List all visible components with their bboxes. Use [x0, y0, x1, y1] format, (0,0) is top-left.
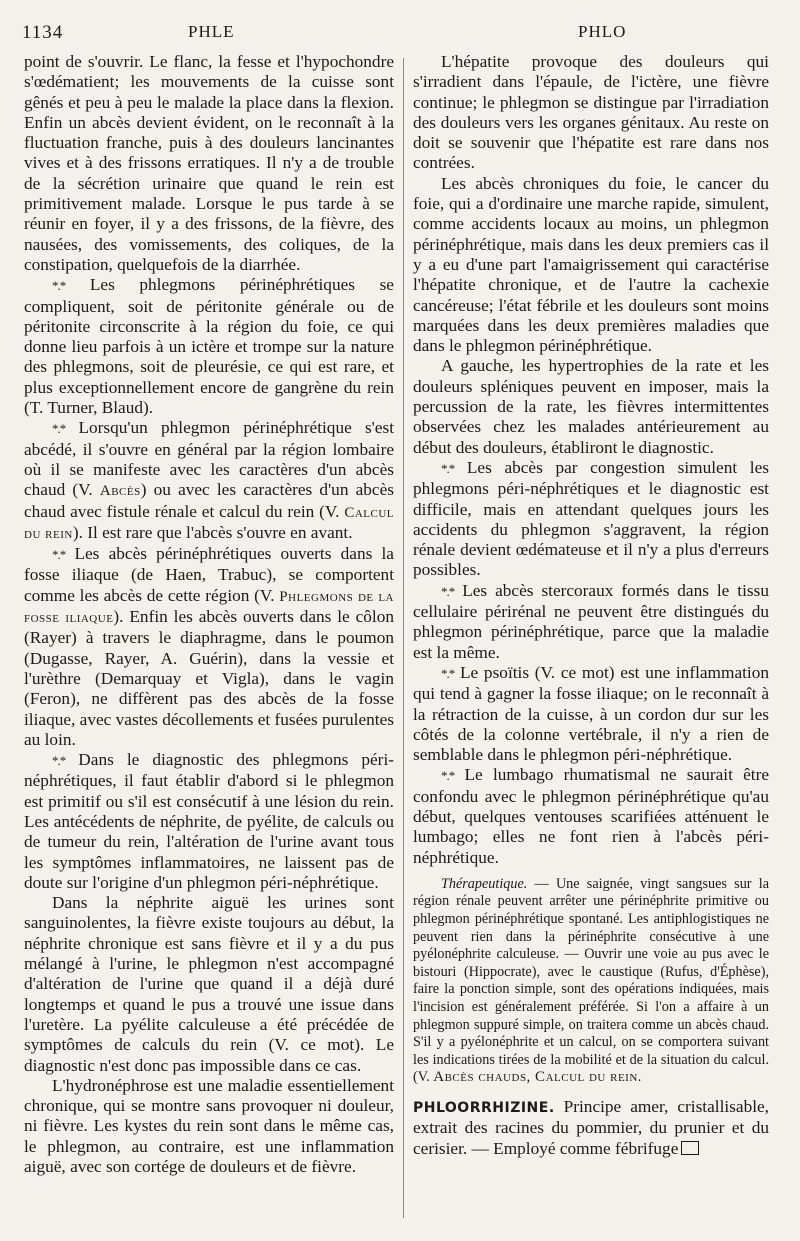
- box-symbol-icon: [681, 1141, 699, 1155]
- paragraph: L'hydronéphrose est une maladie essentiellement chronique, qui se montre sans provoquer ni douleur, ni fièvre. Les kystes du rein sont dans le même cas, le phlegmon, au contraire, est une inflammation aiguë, avec son cortége de douleurs et de fièvre.: [24, 1075, 394, 1177]
- paragraph: *.* Les abcès périnéphrétiques ouverts dans la fosse iliaque (de Haen, Trabuc), se comportent comme les abcès de cette région (V. Phlegmons de la fosse iliaque). Enfin les abcès ouverts dans le côlon (Rayer) à travers le diaphragme, dans le poumon (Dugasse, Rayer, A. Guérin), dans la vessie et l'urèthre (Demarquay et Vigla), dans le vagin (Feron), ne diffèrent pas des abcès de la fosse iliaque, avec vastes décollements et fusées purulentes au loin.: [24, 544, 394, 749]
- paragraph: *.* Les abcès par congestion simulent les phlegmons péri-néphrétiques et le diagnostic est difficile, mais en attendant quelques jours les accidents du phlegmon s'aggravent, la région rénale devient œdémateuse et il n'y a plus d'erreurs possibles.: [413, 457, 769, 580]
- asterism: *.*: [52, 753, 66, 769]
- paragraph: Dans la néphrite aiguë les urines sont sanguinolentes, la fièvre existe toujours au début, la néphrite chronique est sans fièvre et il y a du pus mélangé à l'urine, le phlegmon n'est accompagné d'altération de l'urine que quand il a déjà duré longtemps et quand le pus a trouvé une issue dans l'uretère. La pyélite calculeuse a été précédée de symptômes de calculs du rein (V. ce mot). Le diagnostic n'est donc pas impossible dans ce cas.: [24, 893, 394, 1075]
- cross-reference: Abcès: [99, 483, 141, 500]
- cross-reference: Abcès chauds, Calcul du rein: [433, 1069, 638, 1086]
- page-number: 1134: [22, 22, 64, 43]
- running-head-left: PHLE: [188, 22, 235, 41]
- paragraph: Les abcès chroniques du foie, le cancer du foie, qui a d'ordinaire une marche rapide, simulent, comme accidents locaux au moins, un phlegmon périnéphrétique, mais dans les deux premiers cas il y a eu d'une part l'amaigrissement qui caractérise l'hépatite chronique, et de l'autre la cachexie cancéreuse; l'état fébrile et les douleurs sont moins marquées dans les deux premières maladies que dans le phlegmon périnéphrétique.: [413, 173, 769, 356]
- asterism: *.*: [52, 421, 66, 437]
- asterism: *.*: [441, 665, 455, 681]
- paragraph: A gauche, les hypertrophies de la rate et les douleurs spléniques peuvent en imposer, mais la percussion de la rate, les fièvres intermittentes observées chez les malades antérieurement au début des douleurs, établiront le diagnostic.: [413, 356, 769, 457]
- asterism: *.*: [441, 583, 455, 599]
- right-column: [413, 52, 769, 1159]
- cross-reference: Phlegmons de la fosse iliaque: [24, 588, 394, 627]
- therapy-label: Thérapeutique.: [441, 875, 528, 892]
- paragraph: L'hépatite provoque des douleurs qui s'irradient dans l'épaule, de l'ictère, une fièvre continue; le phlegmon se distingue par l'irradiation des douleurs vers les organes génitaux. Au reste on doit se souvenir que l'hépatite est rare dans nos contrées.: [413, 52, 769, 173]
- paragraph: point de s'ouvrir. Le flanc, la fesse et l'hypochondre s'œdématient; les mouvements de la cuisse sont gênés et peu à peu le malade la place dans la flexion. Enfin un abcès devient évident, on le reconnaît à la fluctuation franche, puis à des douleurs lancinantes vives et à des frissons erratiques. Il n'y a de trouble de la sécrétion urinaire que quand le rein est primitivement malade. Lorsque le pus tarde à se réunir en foyer, il y a des frissons, de la fièvre, des nausées, des vomissements, des coliques, de la constipation, quelquefois de la diarrhée.: [24, 52, 394, 274]
- column-divider: [403, 58, 404, 1218]
- entry-keyword: PHLOORRHIZINE.: [413, 1100, 555, 1116]
- therapy-section: Thérapeutique. — Une saignée, vingt sangsues sur la région rénale peuvent arrêter une périnéphrite primitive ou phlegmon périnéphrétique spontané. Les antiphlogistiques ne peuvent rien dans la périnéphrite consécutive à une pyélonéphrite calculeuse. — Ouvrir une voie au pus avec le bistouri (Hippocrate), avec le caustique (Rufus, d'Éphèse), faire la ponction simple, sont des opérations indiquées, mais l'incision est généralement préférée. Si l'on a affaire à un phlegmon suppuré simple, on traitera comme un abcès chaud. S'il y a pyélonéphrite et un calcul, on se comportera suivant les indications tirées de la mobilité et de la situation du calcul. (V. Abcès chauds, Calcul du rein.: [413, 875, 769, 1086]
- paragraph: *.* Lorsqu'un phlegmon périnéphrétique s'est abcédé, il s'ouvre en général par la région lombaire où il se manifeste avec les caractères d'un abcès chaud (V. Abcès) ou avec les caractères d'un abcès chaud avec fistule rénale et calcul du rein (V. Calcul du rein). Il est rare que l'abcès s'ouvre en avant.: [24, 418, 394, 542]
- asterism: *.*: [52, 547, 66, 563]
- running-head-right: PHLO: [578, 22, 627, 41]
- paragraph: *.* Dans le diagnostic des phlegmons péri-néphrétiques, il faut établir d'abord si le phlegmon est primitif ou s'il est consécutif à une lésion du rein. Les antécédents de néphrite, de pyélite, de calculs ou de tumeur du rein, l'altération de l'urine avant tous les symptômes inflammatoires, ne laissent pas de doute sur l'origine d'un phlegmon péri-néphrétique.: [24, 750, 394, 892]
- asterism: *.*: [441, 768, 455, 784]
- asterism: *.*: [441, 460, 455, 476]
- cross-reference: Calcul du rein: [24, 504, 394, 542]
- paragraph: *.* Les abcès stercoraux formés dans le tissu cellulaire périrénal ne peuvent être distingués du phlegmon périnéphrétique, parce que la maladie est la même.: [413, 580, 769, 662]
- paragraph: *.* Le psoïtis (V. ce mot) est une inflammation qui tend à gagner la fosse iliaque; on le reconnaît à la rétraction de la cuisse, à un cordon dur sur les côtés de la colonne vertébrale, il n'y a rien de semblable dans le phlegmon péri-néphrétique.: [413, 662, 769, 765]
- paragraph: *.* Le lumbago rhumatismal ne saurait être confondu avec le phlegmon périnéphrétique qu'au début, quelques ventouses scarifiées atténuent le lumbago; elles ne font rien à l'abcès péri-néphrétique.: [413, 765, 769, 867]
- left-column: [24, 52, 394, 1177]
- asterism: *.*: [52, 278, 66, 294]
- dictionary-entry: PHLOORRHIZINE. Principe amer, cristallisable, extrait des racines du pommier, du prunier et du cerisier. — Employé comme fébrifuge: [413, 1097, 769, 1158]
- paragraph: *.* Les phlegmons périnéphrétiques se compliquent, soit de péritonite générale ou de péritonite circonscrite à la région du foie, ce qui donne lieu parfois à un ictère et trompe sur la nature des phlegmons, soit de pleurésie, ce qui est rare, et plus exceptionnellement encore de gangrène du rein (T. Turner, Blaud).: [24, 275, 394, 418]
